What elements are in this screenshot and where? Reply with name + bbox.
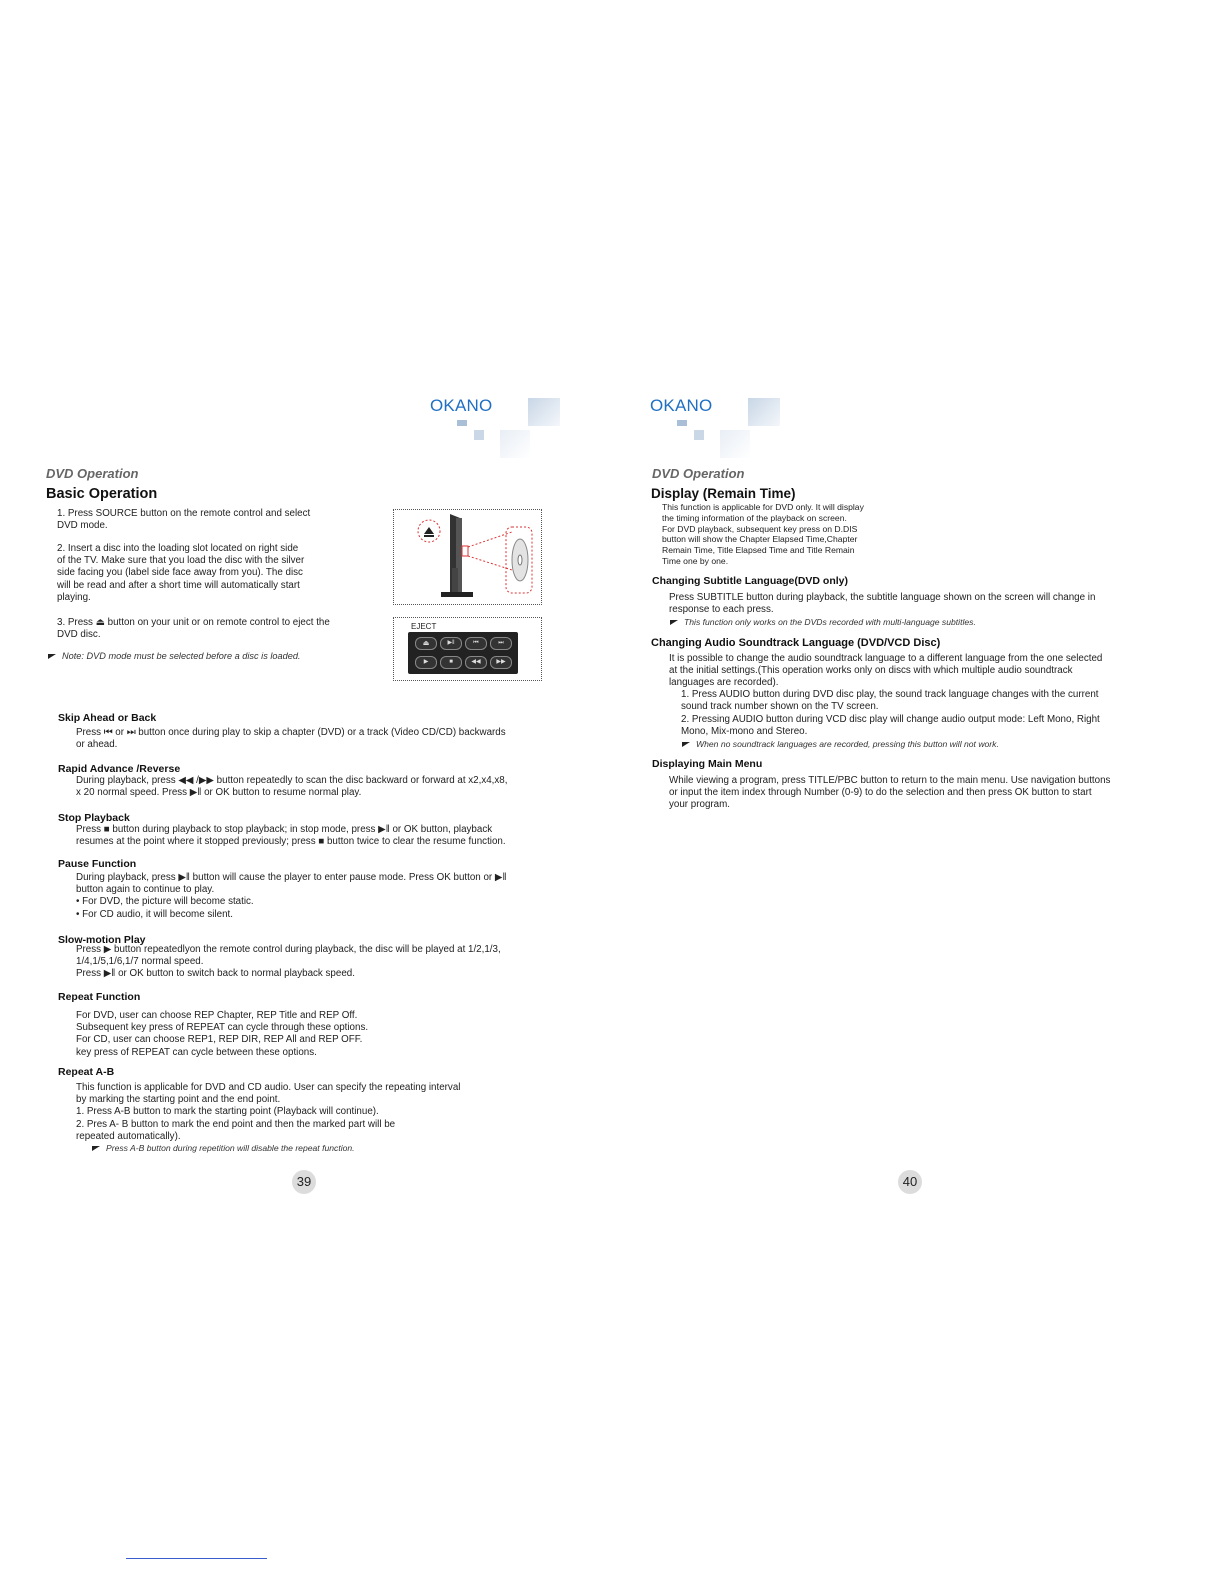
step-2: 2. Insert a disc into the loading slot located on right side of the TV. Make sure that you load the disc with the silver side facing you (label side face away from you). The disc will be read and after a short time will automatically start playing. [57,543,305,603]
stop-button-icon: ■ [440,656,462,669]
brand-name: OKANO [650,396,713,415]
slow-heading: Slow-motion Play [58,934,146,946]
slow-body: Press ▶ button repeatedlyon the remote control during playback, the disc will be played at 1/2,1/3, 1/4,1/5,1/6,1/7 normal speed. Press ▶‖ or OK button to switch back to normal playback speed. [76,944,501,980]
note-arrow-icon [682,742,690,747]
okano-logo [430,394,570,464]
note-arrow-icon [670,620,678,625]
rapid-heading: Rapid Advance /Reverse [58,763,181,775]
audio-heading: Changing Audio Soundtrack Language (DVD/VCD Disc) [651,637,941,649]
rewind-button-icon: ◀◀ [465,656,487,669]
repeat-ab-heading: Repeat A-B [58,1066,115,1078]
section-label: DVD Operation [46,466,139,481]
step-1: 1. Press SOURCE button on the remote control and select DVD mode. [57,508,311,532]
play-button-icon: ▶ [415,656,437,669]
page-number: 40 [898,1170,922,1194]
page-title: Basic Operation [46,486,158,502]
tv-disc-illustration [394,510,541,604]
stop-body: Press ■ button during playback to stop playback; in stop mode, press ▶‖ or OK button, playback resumes at the point where it stopped previously; press ■ button twice to clear the resume function. [76,824,506,848]
page-title: Display (Remain Time) [651,486,796,501]
play-pause-button-icon: ▶‖ [440,637,462,650]
skip-heading: Skip Ahead or Back [58,712,157,724]
skip-body: Press ⏮ or ⏭ button once during play to skip a chapter (DVD) or a track (Video CD/CD) backwards or ahead. [76,727,506,751]
audio-body: It is possible to change the audio soundtrack language to a different language from the one selected at the initial settings.(This operation works only on discs with which multiple audio soundtrack languages are recorded). [669,653,1103,689]
fast-forward-button-icon: ▶▶ [490,656,512,669]
pause-heading: Pause Function [58,858,137,870]
note-arrow-icon [92,1146,100,1151]
bottom-underline [126,1558,267,1559]
prev-button-icon: ⏮ [465,637,487,650]
menu-body: While viewing a program, press TITLE/PBC button to return to the main menu. Use navigation buttons or input the item index through Number (0-9) to do the selection and then press OK button to start your program. [669,775,1111,811]
subtitle-note: This function only works on the DVDs recorded with multi-language subtitles. [670,617,976,627]
okano-logo [650,394,790,464]
remote-panel [408,632,518,674]
repeat-body: For DVD, user can choose REP Chapter, REP Title and REP Off. Subsequent key press of REPEAT can cycle through these options. For CD, user can choose REP1, REP DIR, REP All and REP OFF. key press of REPEAT can cycle between these options. [76,1010,369,1058]
page-40 [612,0,1224,1584]
repeat-heading: Repeat Function [58,991,141,1003]
stop-heading: Stop Playback [58,812,130,824]
remote-figure [393,617,542,681]
eject-icon [424,527,434,534]
eject-label: EJECT [411,622,437,631]
tv-side-figure [393,509,542,605]
menu-heading: Displaying Main Menu [652,758,763,770]
subtitle-body: Press SUBTITLE button during playback, the subtitle language shown on the screen will change in response to each press. [669,592,1096,616]
repeat-ab-body: This function is applicable for DVD and CD audio. User can specify the repeating interval by marking the starting point and the end point. 1. Press A-B button to mark the starting point (Playback will continue). 2. Pres A- B button to mark the end point and then the marked part will be repeated automatically). [76,1082,461,1142]
subtitle-heading: Changing Subtitle Language(DVD only) [652,575,848,587]
next-button-icon: ⏭ [490,637,512,650]
rapid-body: During playback, press ◀◀ /▶▶ button repeatedly to scan the disc backward or forward at x2,x4,x8, x 20 normal speed. Press ▶‖ or OK button to resume normal play. [76,775,508,799]
audio-item-1: 1. Press AUDIO button during DVD disc play, the sound track language changes with the current sound track number shown on the TV screen. [681,689,1099,713]
pause-body: During playback, press ▶‖ button will cause the player to enter pause mode. Press OK button or ▶‖ button again to continue to play. • For DVD, the picture will become static. • For CD audio, it will become silent. [76,872,507,920]
audio-note: When no soundtrack languages are recorded, pressing this button will not work. [682,739,999,749]
note: Note: DVD mode must be selected before a disc is loaded. [48,651,301,661]
eject-button-icon: ⏏ [415,637,437,650]
repeat-ab-note: Press A-B button during repetition will disable the repeat function. [92,1143,355,1153]
audio-item-2: 2. Pressing AUDIO button during VCD disc play will change audio output mode: Left Mono, Right Mono, Mix-mono and Stereo. [681,714,1100,738]
note-arrow-icon [48,654,56,659]
brand-name: OKANO [430,396,493,415]
page-number: 39 [292,1170,316,1194]
display-body: This function is applicable for DVD only. It will display the timing information of the playback on screen. For DVD playback, subsequent key press on D.DIS button will show the Chapter Elapsed Time,Chapter Remain Time, Title Elapsed Time and Title Remain Time one by one. [662,502,864,566]
section-label: DVD Operation [652,466,745,481]
step-3: 3. Press ⏏ button on your unit or on remote control to eject the DVD disc. [57,617,330,641]
